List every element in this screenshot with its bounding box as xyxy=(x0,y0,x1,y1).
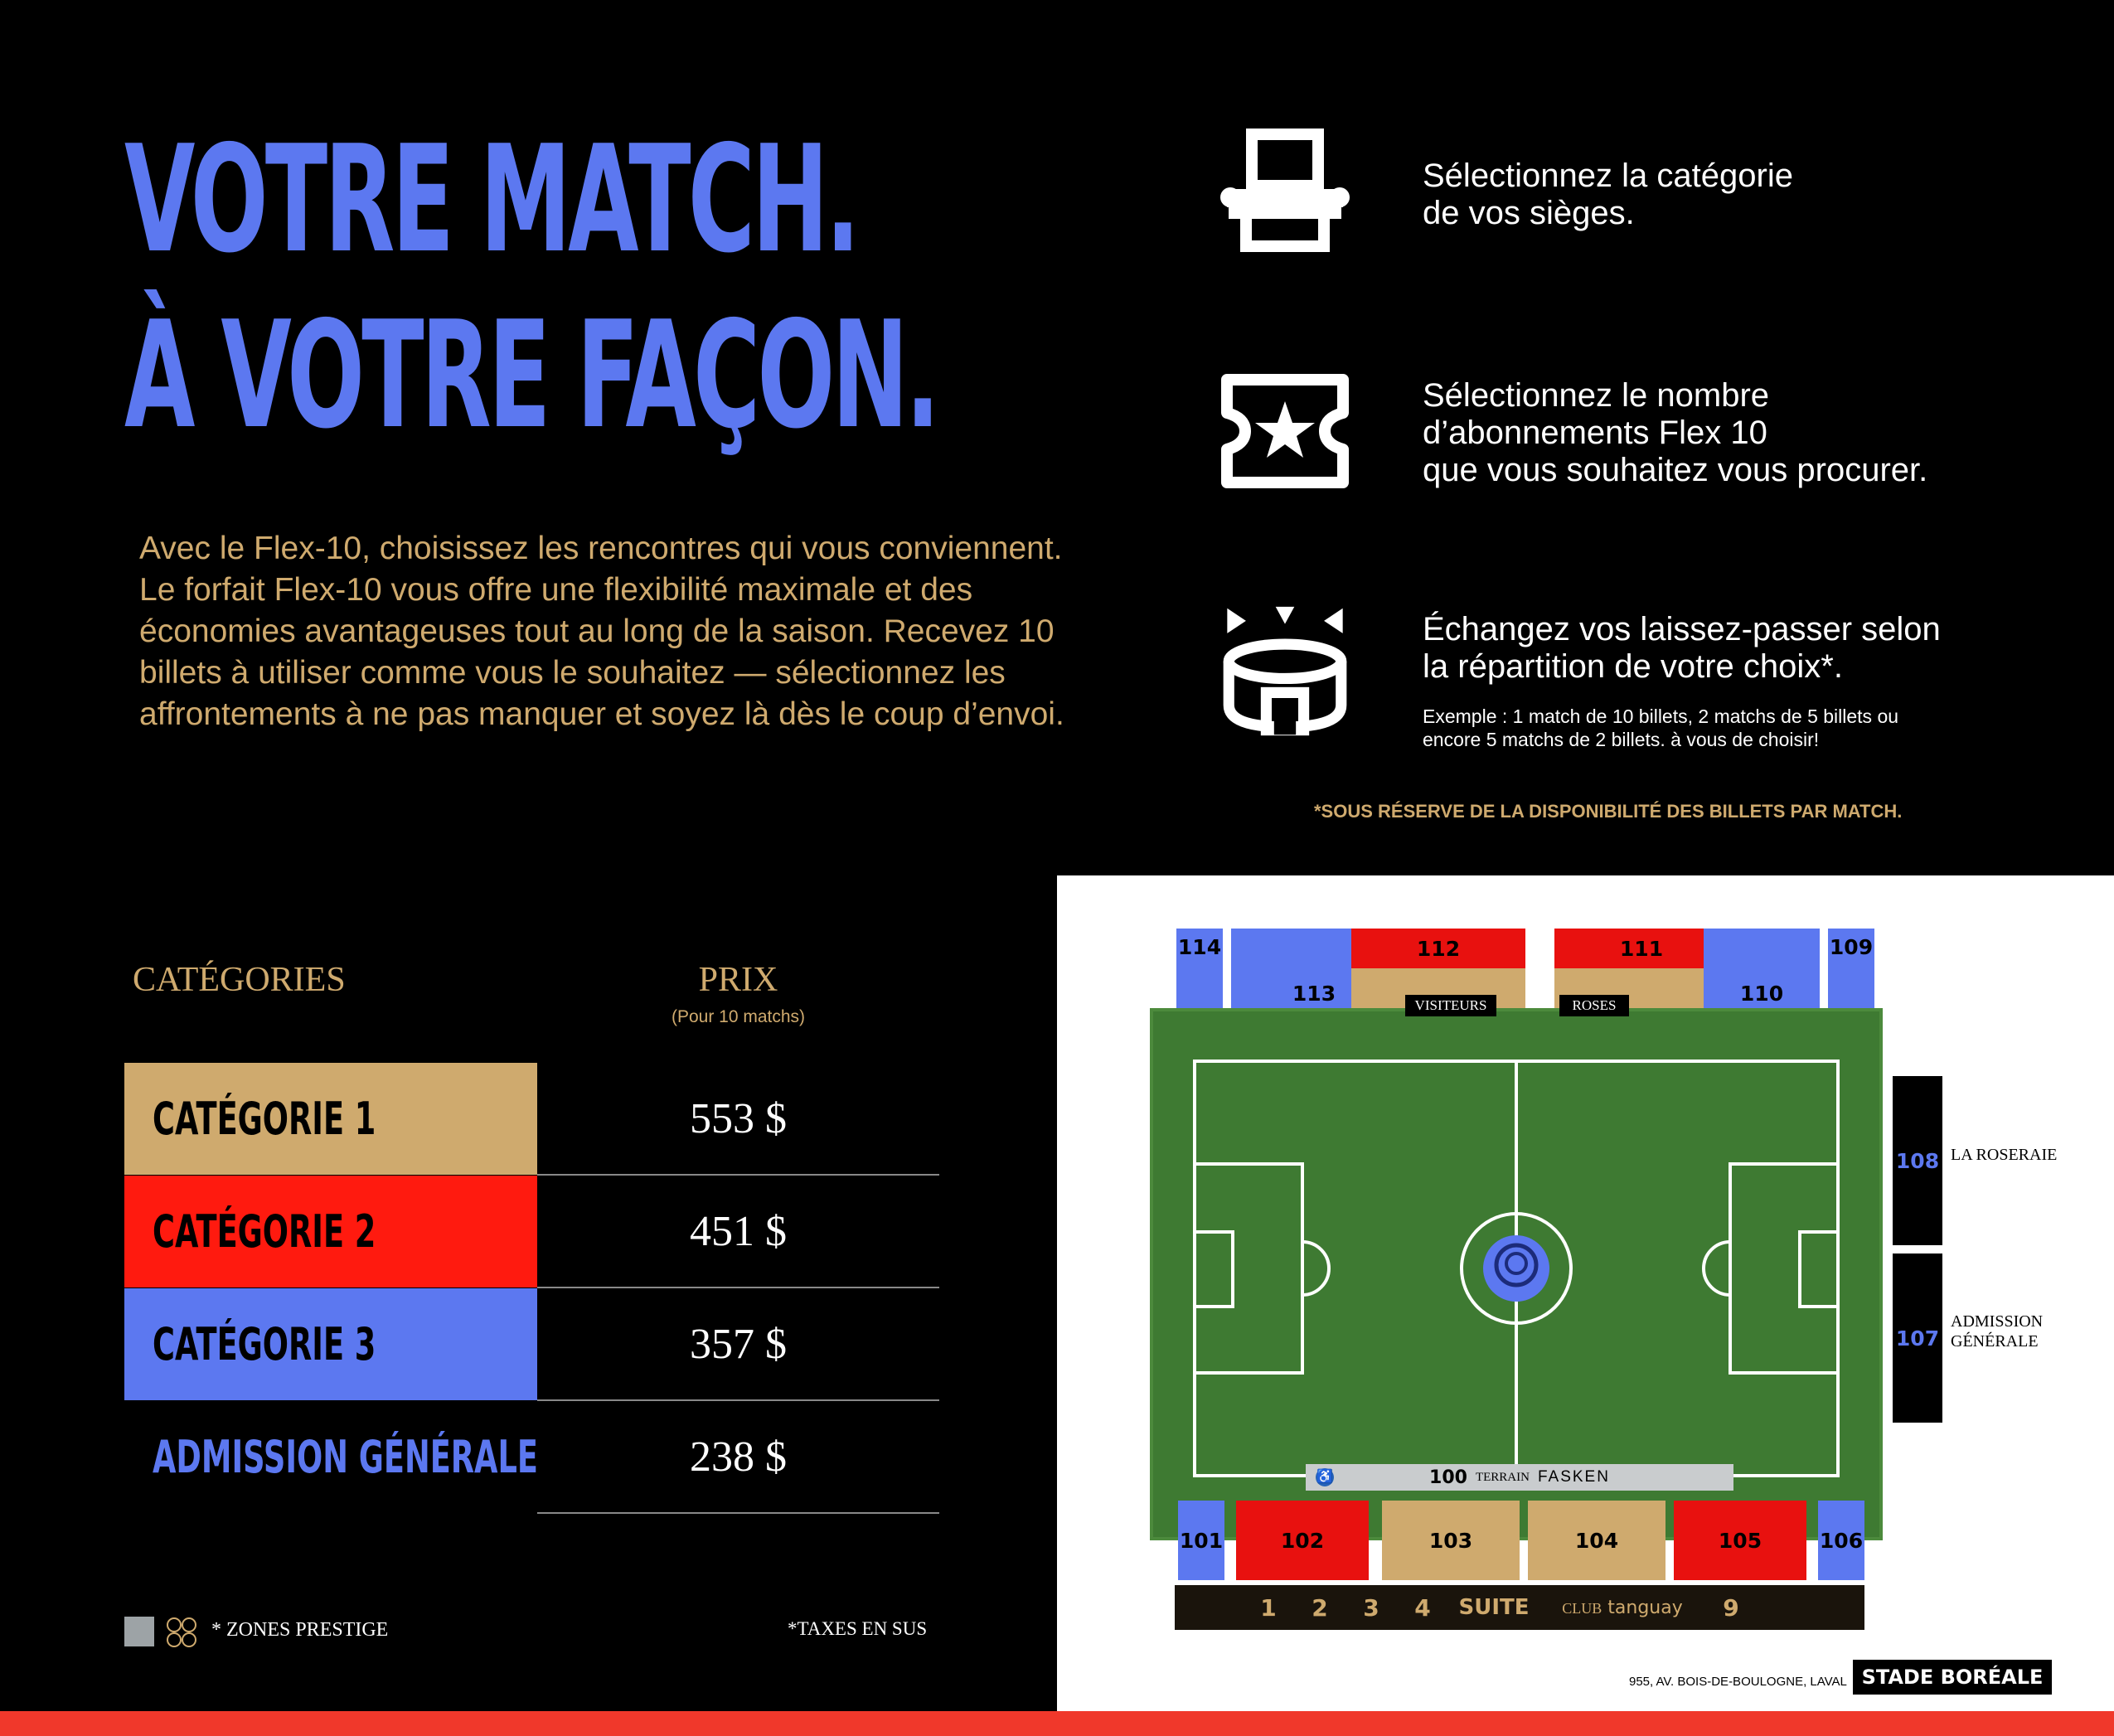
ticket-star-icon xyxy=(1219,365,1351,497)
headline xyxy=(124,112,937,463)
price-subheader: (Pour 10 matchs) xyxy=(671,1007,806,1026)
headline-line-1: VOTRE MATCH. xyxy=(124,114,857,285)
taxes-note: *TAXES EN SUS xyxy=(788,1618,928,1639)
suite-4[interactable]: 4 xyxy=(1414,1593,1431,1622)
category-2-label: CATÉGORIE 2 xyxy=(153,1205,376,1258)
rose-logo-icon xyxy=(1483,1235,1549,1302)
stadium-map xyxy=(1057,875,2114,1711)
categories-header: CATÉGORIES xyxy=(133,961,346,999)
suite-3[interactable]: 3 xyxy=(1363,1593,1379,1622)
suites-strip xyxy=(1175,1585,1864,1630)
stade-boreale-logo: STADE BORÉALE xyxy=(1853,1660,2052,1695)
seat-icon xyxy=(1219,124,1351,257)
section-107-name: ADMISSION GÉNÉRALE xyxy=(1951,1312,2044,1350)
suite-1[interactable]: 1 xyxy=(1260,1593,1277,1622)
section-101[interactable]: 101 xyxy=(1178,1501,1224,1580)
field-label-bar xyxy=(1306,1464,1733,1491)
field-label-terrain: TERRAIN xyxy=(1475,1470,1530,1484)
section-108-name: LA ROSERAIE xyxy=(1951,1146,2058,1164)
section-103[interactable]: 103 xyxy=(1382,1501,1520,1580)
bench-label-roses: ROSES xyxy=(1559,995,1629,1016)
category-3-price: 357 $ xyxy=(690,1321,787,1368)
category-1-label: CATÉGORIE 1 xyxy=(153,1093,376,1145)
section-105[interactable]: 105 xyxy=(1674,1501,1806,1580)
category-2-price: 451 $ xyxy=(690,1208,787,1255)
section-111[interactable]: 111 xyxy=(1554,929,1729,968)
field-label-number: 100 xyxy=(1429,1467,1467,1488)
section-110[interactable]: 110 xyxy=(1704,929,1820,1058)
general-admission-label: ADMISSION GÉNÉRALE xyxy=(153,1431,538,1483)
section-109[interactable]: 109 xyxy=(1828,929,1874,1058)
table-divider xyxy=(537,1512,939,1514)
section-102[interactable]: 102 xyxy=(1236,1501,1369,1580)
intro-paragraph: Avec le Flex-10, choisissez les rencontres qui vous conviennent. Le forfait Flex-10 vous offre une flexibilité maximale et des économies avantageuses tout au long de la saison. Recevez 10 billets à utiliser comme vous le souhaitez — sélectionnez les affrontements à ne pas manquer et soyez là dès le coup d’envoi. xyxy=(139,531,1064,732)
accessibility-icon: ♿ xyxy=(1316,1468,1334,1486)
bench-label-visitors: VISITEURS xyxy=(1405,995,1496,1016)
club-tanguay[interactable]: CLUB tanguay xyxy=(1562,1597,1683,1618)
section-104[interactable]: 104 xyxy=(1528,1501,1666,1580)
section-106[interactable]: 106 xyxy=(1818,1501,1864,1580)
category-3-label: CATÉGORIE 3 xyxy=(153,1318,376,1370)
section-112[interactable]: 112 xyxy=(1351,929,1525,968)
category-1-price: 553 $ xyxy=(690,1095,787,1142)
prestige-pattern-swatch-icon xyxy=(166,1617,197,1648)
stadium-icon xyxy=(1219,605,1351,738)
prestige-swatch-grey xyxy=(124,1617,154,1646)
step-3-text: Échangez vos laissez-passer selon la répartition de votre choix*. xyxy=(1423,611,1941,685)
availability-disclaimer: *SOUS RÉSERVE DE LA DISPONIBILITÉ DES BILLETS PAR MATCH. xyxy=(1314,801,1903,822)
section-113[interactable]: 113 xyxy=(1231,929,1397,1058)
suite-label: SUITE xyxy=(1458,1595,1530,1620)
soccer-field xyxy=(1150,1008,1883,1540)
general-admission-price: 238 $ xyxy=(690,1433,787,1481)
category-3-box xyxy=(124,1288,537,1400)
step-2-text: Sélectionnez le nombre d’abonnements Flex 10 que vous souhaitez vous procurer. xyxy=(1423,377,1928,488)
section-114[interactable]: 114 xyxy=(1176,929,1223,1058)
step-3-note: Exemple : 1 match de 10 billets, 2 matchs de 5 billets ou encore 5 matchs de 2 billets. à vous de choisir! xyxy=(1423,706,1899,750)
headline-line-2: À VOTRE FAÇON. xyxy=(124,289,938,461)
prestige-legend-label: * ZONES PRESTIGE xyxy=(211,1619,389,1641)
category-1-box xyxy=(124,1063,537,1175)
section-108[interactable]: 108 xyxy=(1893,1076,1942,1245)
section-107[interactable]: 107 xyxy=(1893,1254,1942,1423)
suite-2[interactable]: 2 xyxy=(1312,1593,1328,1622)
field-label-sponsor: FASKEN xyxy=(1537,1468,1610,1486)
category-2-box xyxy=(124,1176,537,1287)
general-admission-box xyxy=(124,1401,537,1513)
bottom-accent-bar xyxy=(0,1711,2114,1736)
stadium-address: 955, AV. BOIS-DE-BOULOGNE, LAVAL xyxy=(1629,1675,1847,1689)
step-1-text: Sélectionnez la catégorie de vos sièges. xyxy=(1423,158,1793,231)
suite-9[interactable]: 9 xyxy=(1723,1593,1739,1622)
price-header: PRIX xyxy=(698,961,778,999)
